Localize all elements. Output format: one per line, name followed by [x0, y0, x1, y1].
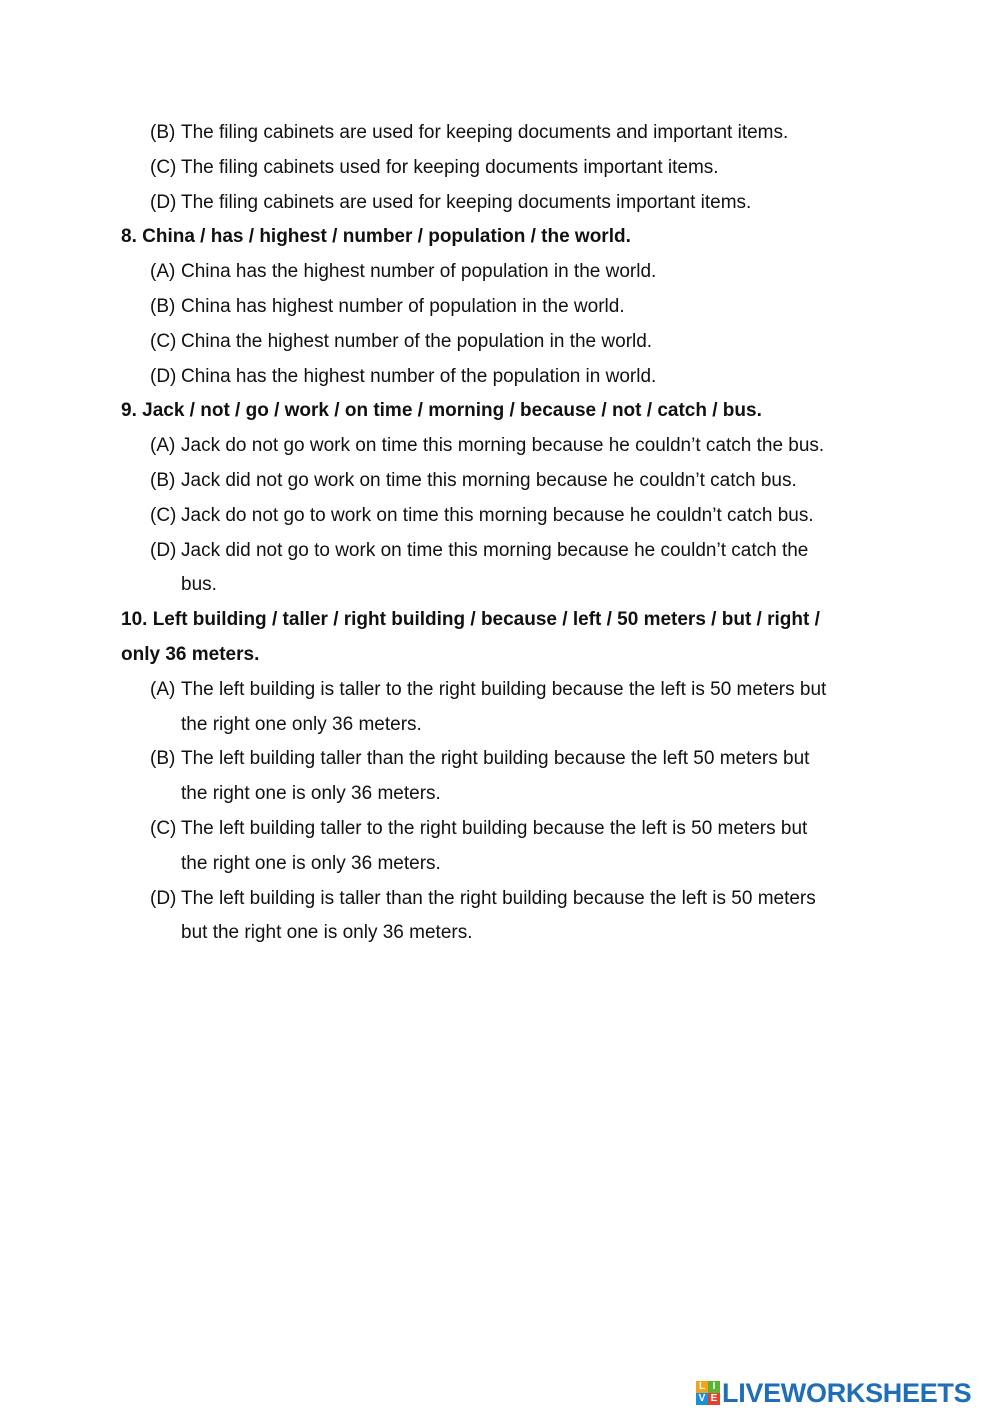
q10-option-b[interactable] [121, 742, 891, 777]
option-letter: (D) [150, 539, 177, 561]
option-text: China has the highest number of population in the world. [181, 261, 657, 283]
option-letter: (D) [150, 365, 177, 387]
q9-prompt: 9. Jack / not / go / work / on time / morning / because / not / catch / bus. [121, 400, 762, 422]
option-text: The filing cabinets are used for keeping documents and important items. [181, 122, 789, 143]
q9-option-d[interactable] [121, 534, 891, 569]
q10-prompt: 10. Left building / taller / right building / because / left / 50 meters / but / right / [121, 609, 820, 631]
q10-option-a[interactable] [121, 673, 891, 708]
q10-option-d-continuation: but the right one is only 36 meters. [181, 922, 473, 944]
logo-text: LIVEWORKSHEETS [722, 1378, 972, 1408]
logo-icon [696, 1381, 720, 1405]
q9-option-c[interactable] [121, 499, 891, 534]
q8-option-a[interactable] [121, 255, 891, 290]
q8-option-d[interactable] [121, 360, 891, 395]
option-letter: (B) [150, 469, 176, 491]
option-letter: (C) [150, 156, 177, 178]
option-text: China has highest number of population in the world. [181, 295, 625, 317]
option-letter: (D) [150, 191, 177, 213]
option-letter: (C) [150, 817, 177, 839]
q7-option-c[interactable] [121, 151, 891, 186]
q7-option-b[interactable] [121, 116, 891, 151]
option-text: The left building is taller to the right building because the left is 50 meters but [181, 678, 827, 700]
logo-icon-letter: L [696, 1381, 708, 1393]
option-letter: (B) [150, 122, 176, 143]
option-letter: (A) [150, 261, 176, 283]
logo-icon-letter: I [708, 1381, 720, 1393]
option-text: Jack do not go to work on time this morning because he couldn’t catch bus. [181, 504, 814, 526]
q8-prompt: 8. China / has / highest / number / population / the world. [121, 226, 631, 248]
option-letter: (B) [150, 748, 176, 770]
logo-icon-letter: E [708, 1393, 720, 1405]
q10-option-b-continuation: the right one is only 36 meters. [181, 783, 441, 805]
q7-option-d[interactable] [121, 186, 891, 221]
option-text: The left building taller to the right building because the left is 50 meters but [181, 817, 808, 839]
q10-option-d[interactable] [121, 882, 891, 917]
q9-option-b[interactable] [121, 464, 891, 499]
q9-option-d-continuation: bus. [181, 574, 217, 596]
option-letter: (C) [150, 504, 177, 526]
option-text: The left building is taller than the right building because the left is 50 meters [181, 887, 816, 909]
option-letter: (A) [150, 435, 176, 457]
option-letter: (D) [150, 887, 177, 909]
q10-option-c-continuation: the right one is only 36 meters. [181, 852, 441, 874]
q10-option-c[interactable] [121, 812, 891, 847]
option-letter: (C) [150, 330, 177, 352]
option-letter: (A) [150, 678, 176, 700]
worksheet-content [121, 116, 891, 951]
option-text: The left building taller than the right building because the left 50 meters but [181, 748, 810, 770]
option-text: China has the highest number of the population in world. [181, 365, 657, 387]
q9-option-a[interactable] [121, 429, 891, 464]
option-text: Jack do not go work on time this morning because he couldn’t catch the bus. [181, 435, 825, 457]
option-text: The filing cabinets are used for keeping documents important items. [181, 191, 752, 213]
option-letter: (B) [150, 295, 176, 317]
liveworksheets-logo [696, 1378, 971, 1408]
option-text: Jack did not go work on time this morning because he couldn’t catch bus. [181, 469, 797, 491]
option-text: Jack did not go to work on time this morning because he couldn’t catch the [181, 539, 809, 561]
option-text: China the highest number of the population in the world. [181, 330, 653, 352]
q10-option-a-continuation: the right one only 36 meters. [181, 713, 422, 735]
q8-option-c[interactable] [121, 325, 891, 360]
logo-icon-letter: V [696, 1393, 708, 1405]
option-text: The filing cabinets used for keeping documents important items. [181, 156, 719, 178]
q10-prompt-continuation: only 36 meters. [121, 643, 260, 665]
q8-option-b[interactable] [121, 290, 891, 325]
